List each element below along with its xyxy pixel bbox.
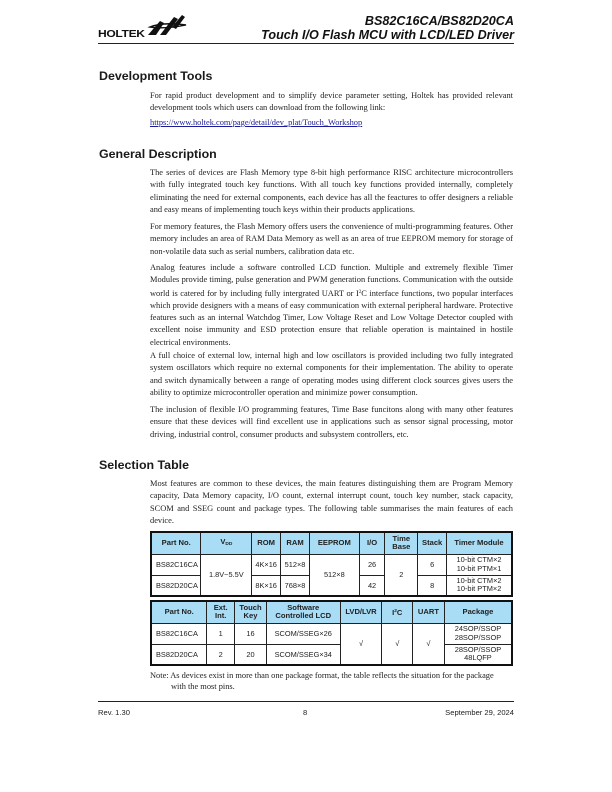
col-package: Package	[444, 601, 512, 623]
cell-package: 24SOP/SSOP 28SOP/SSOP	[444, 623, 512, 644]
cell-vdd: 1.8V~5.5V	[201, 554, 252, 596]
col-time-base: Time Base	[385, 532, 418, 554]
footer-revision: Rev. 1.30	[98, 708, 130, 717]
cell-timer: 10-bit CTM×2 10-bit PTM×2	[447, 575, 512, 596]
cell-part: BS82C16CA	[151, 554, 201, 575]
selection-table-1	[150, 531, 513, 597]
cell-touch-key: 16	[235, 623, 267, 644]
col-ram: RAM	[281, 532, 310, 554]
cell-ext-int: 2	[207, 644, 235, 665]
table-row	[151, 623, 512, 644]
cell-time-base: 2	[385, 554, 418, 596]
col-ext-int: Ext. Int.	[207, 601, 235, 623]
col-uart: UART	[413, 601, 445, 623]
general-paragraph-3: Analog features include a software controlled LCD function. Multiple and extremely flexible Timer Modules provide timing, pulse generation and PWM generation functions. Communication with the outside world is catered for by including fully intergrated UART or $I^2C$ interface functions, two popular interfaces which provide designers with a means of easy communication with external peripheral hardware. Protective features such as an internal Watchdog Timer, Low Voltage Reset and Low Voltage Detector coupled with excellent noise immunity and ESD protection ensure that reliable operation is maintained in hostile electrical environments.	[150, 263, 513, 347]
document-title	[261, 15, 514, 42]
cell-ext-int: 1	[207, 623, 235, 644]
col-i2c: $I^2C$	[382, 601, 413, 623]
holtek-workshop-link[interactable]: https://www.holtek.com/page/detail/dev_plat/Touch_Workshop	[150, 118, 363, 127]
holtek-logo	[98, 13, 190, 41]
cell-lcd: SCOM/SSEG×26	[266, 623, 340, 644]
heading-general-description: General Description	[99, 147, 217, 161]
col-vdd: $V_{DD}$	[201, 532, 252, 554]
general-paragraph-1: The series of devices are Flash Memory type 8-bit high performance RISC architecture microcontrollers with fully integrated touch key functions. With all touch key functions provided internally, completely eliminating the need for external components, each device has all the feactures to offer designers a reliable and easy means of implementing touch keys within their products applications.	[150, 168, 513, 214]
cell-uart-check: √	[413, 623, 445, 665]
col-stack: Stack	[418, 532, 447, 554]
cell-stack: 8	[418, 575, 447, 596]
logo-mark-icon	[146, 13, 188, 41]
table-row	[151, 644, 512, 665]
dev-tools-paragraph: For rapid product development and to simplify device parameter setting, Holtek has provided relevant development tools which users can download from the following link:	[150, 91, 513, 113]
col-touch-key: Touch Key	[235, 601, 267, 623]
title-description: Touch I/O Flash MCU with LCD/LED Driver	[261, 27, 514, 42]
table-note	[150, 670, 513, 692]
note-line-1: Note: As devices exist in more than one package format, the table reflects the situation for the package	[150, 671, 494, 680]
general-paragraph-5: The inclusion of flexible I/O programming features, Time Base funcitons along with many other features ensure that these devices will find excellent use in applications such as sensor signal processing, motor driving, industrial control, consumer products and subsystem controllers, etc.	[150, 405, 513, 439]
table-row	[151, 554, 512, 575]
cell-touch-key: 20	[235, 644, 267, 665]
cell-lcd: SCOM/SSEG×34	[266, 644, 340, 665]
cell-ram: 768×8	[281, 575, 310, 596]
table-header-row	[151, 532, 512, 554]
cell-lvd-lvr-check: √	[340, 623, 382, 665]
cell-ram: 512×8	[281, 554, 310, 575]
cell-rom: 4K×16	[252, 554, 281, 575]
cell-part: BS82D20CA	[151, 575, 201, 596]
cell-rom: 8K×16	[252, 575, 281, 596]
footer-date: September 29, 2024	[445, 708, 514, 717]
footer-page-number: 8	[303, 708, 308, 717]
col-part-no: Part No.	[151, 601, 207, 623]
cell-timer: 10-bit CTM×2 10-bit PTM×1	[447, 554, 512, 575]
footer-divider	[98, 701, 514, 702]
cell-part: BS82D20CA	[151, 644, 207, 665]
cell-part: BS82C16CA	[151, 623, 207, 644]
cell-io: 42	[359, 575, 385, 596]
heading-selection-table: Selection Table	[99, 458, 189, 472]
col-rom: ROM	[252, 532, 281, 554]
cell-eeprom: 512×8	[309, 554, 359, 596]
note-line-2: with the most pins.	[171, 682, 235, 691]
col-software-lcd: Software Controlled LCD	[266, 601, 340, 623]
general-paragraph-4: A full choice of external low, internal high and low oscillators is provided including two fully integrated system oscillators which require no external components for their implementation. The ability to operate and switch dynamically between a range of operating modes using different clock sources gives users the ability to optimize microcontroller operation and minimize power consumption.	[150, 351, 513, 397]
heading-development-tools: Development Tools	[99, 69, 213, 83]
cell-io: 26	[359, 554, 385, 575]
col-timer-module: Timer Module	[447, 532, 512, 554]
logo-wordmark: HOLTEK	[98, 28, 145, 40]
selection-table-2	[150, 600, 513, 666]
cell-i2c-check: √	[382, 623, 413, 665]
cell-stack: 6	[418, 554, 447, 575]
selection-paragraph: Most features are common to these devices, the main features distinguishing them are Program Memory capacity, Data Memory capacity, I/O count, external interrupt count, touch key number, stack capacity, SCOM and SSEG count and package types. The following table summarises the main features of each device.	[150, 479, 513, 525]
col-part-no: Part No.	[151, 532, 201, 554]
col-io: I/O	[359, 532, 385, 554]
cell-package: 28SOP/SSOP 48LQFP	[444, 644, 512, 665]
dev-tools-link-line	[150, 117, 513, 129]
title-part-numbers: BS82C16CA/BS82D20CA	[364, 14, 514, 28]
col-lvd-lvr: LVD/LVR	[340, 601, 382, 623]
header-divider	[98, 43, 514, 44]
col-eeprom: EEPROM	[309, 532, 359, 554]
general-paragraph-2: For memory features, the Flash Memory offers users the convenience of multi-programming features. Other memory includes an area of RAM Data Memory as well as an area of true EEPROM memory for storage of non-volatile data such as serial numbers, calibration data etc.	[150, 222, 513, 256]
table-header-row	[151, 601, 512, 623]
